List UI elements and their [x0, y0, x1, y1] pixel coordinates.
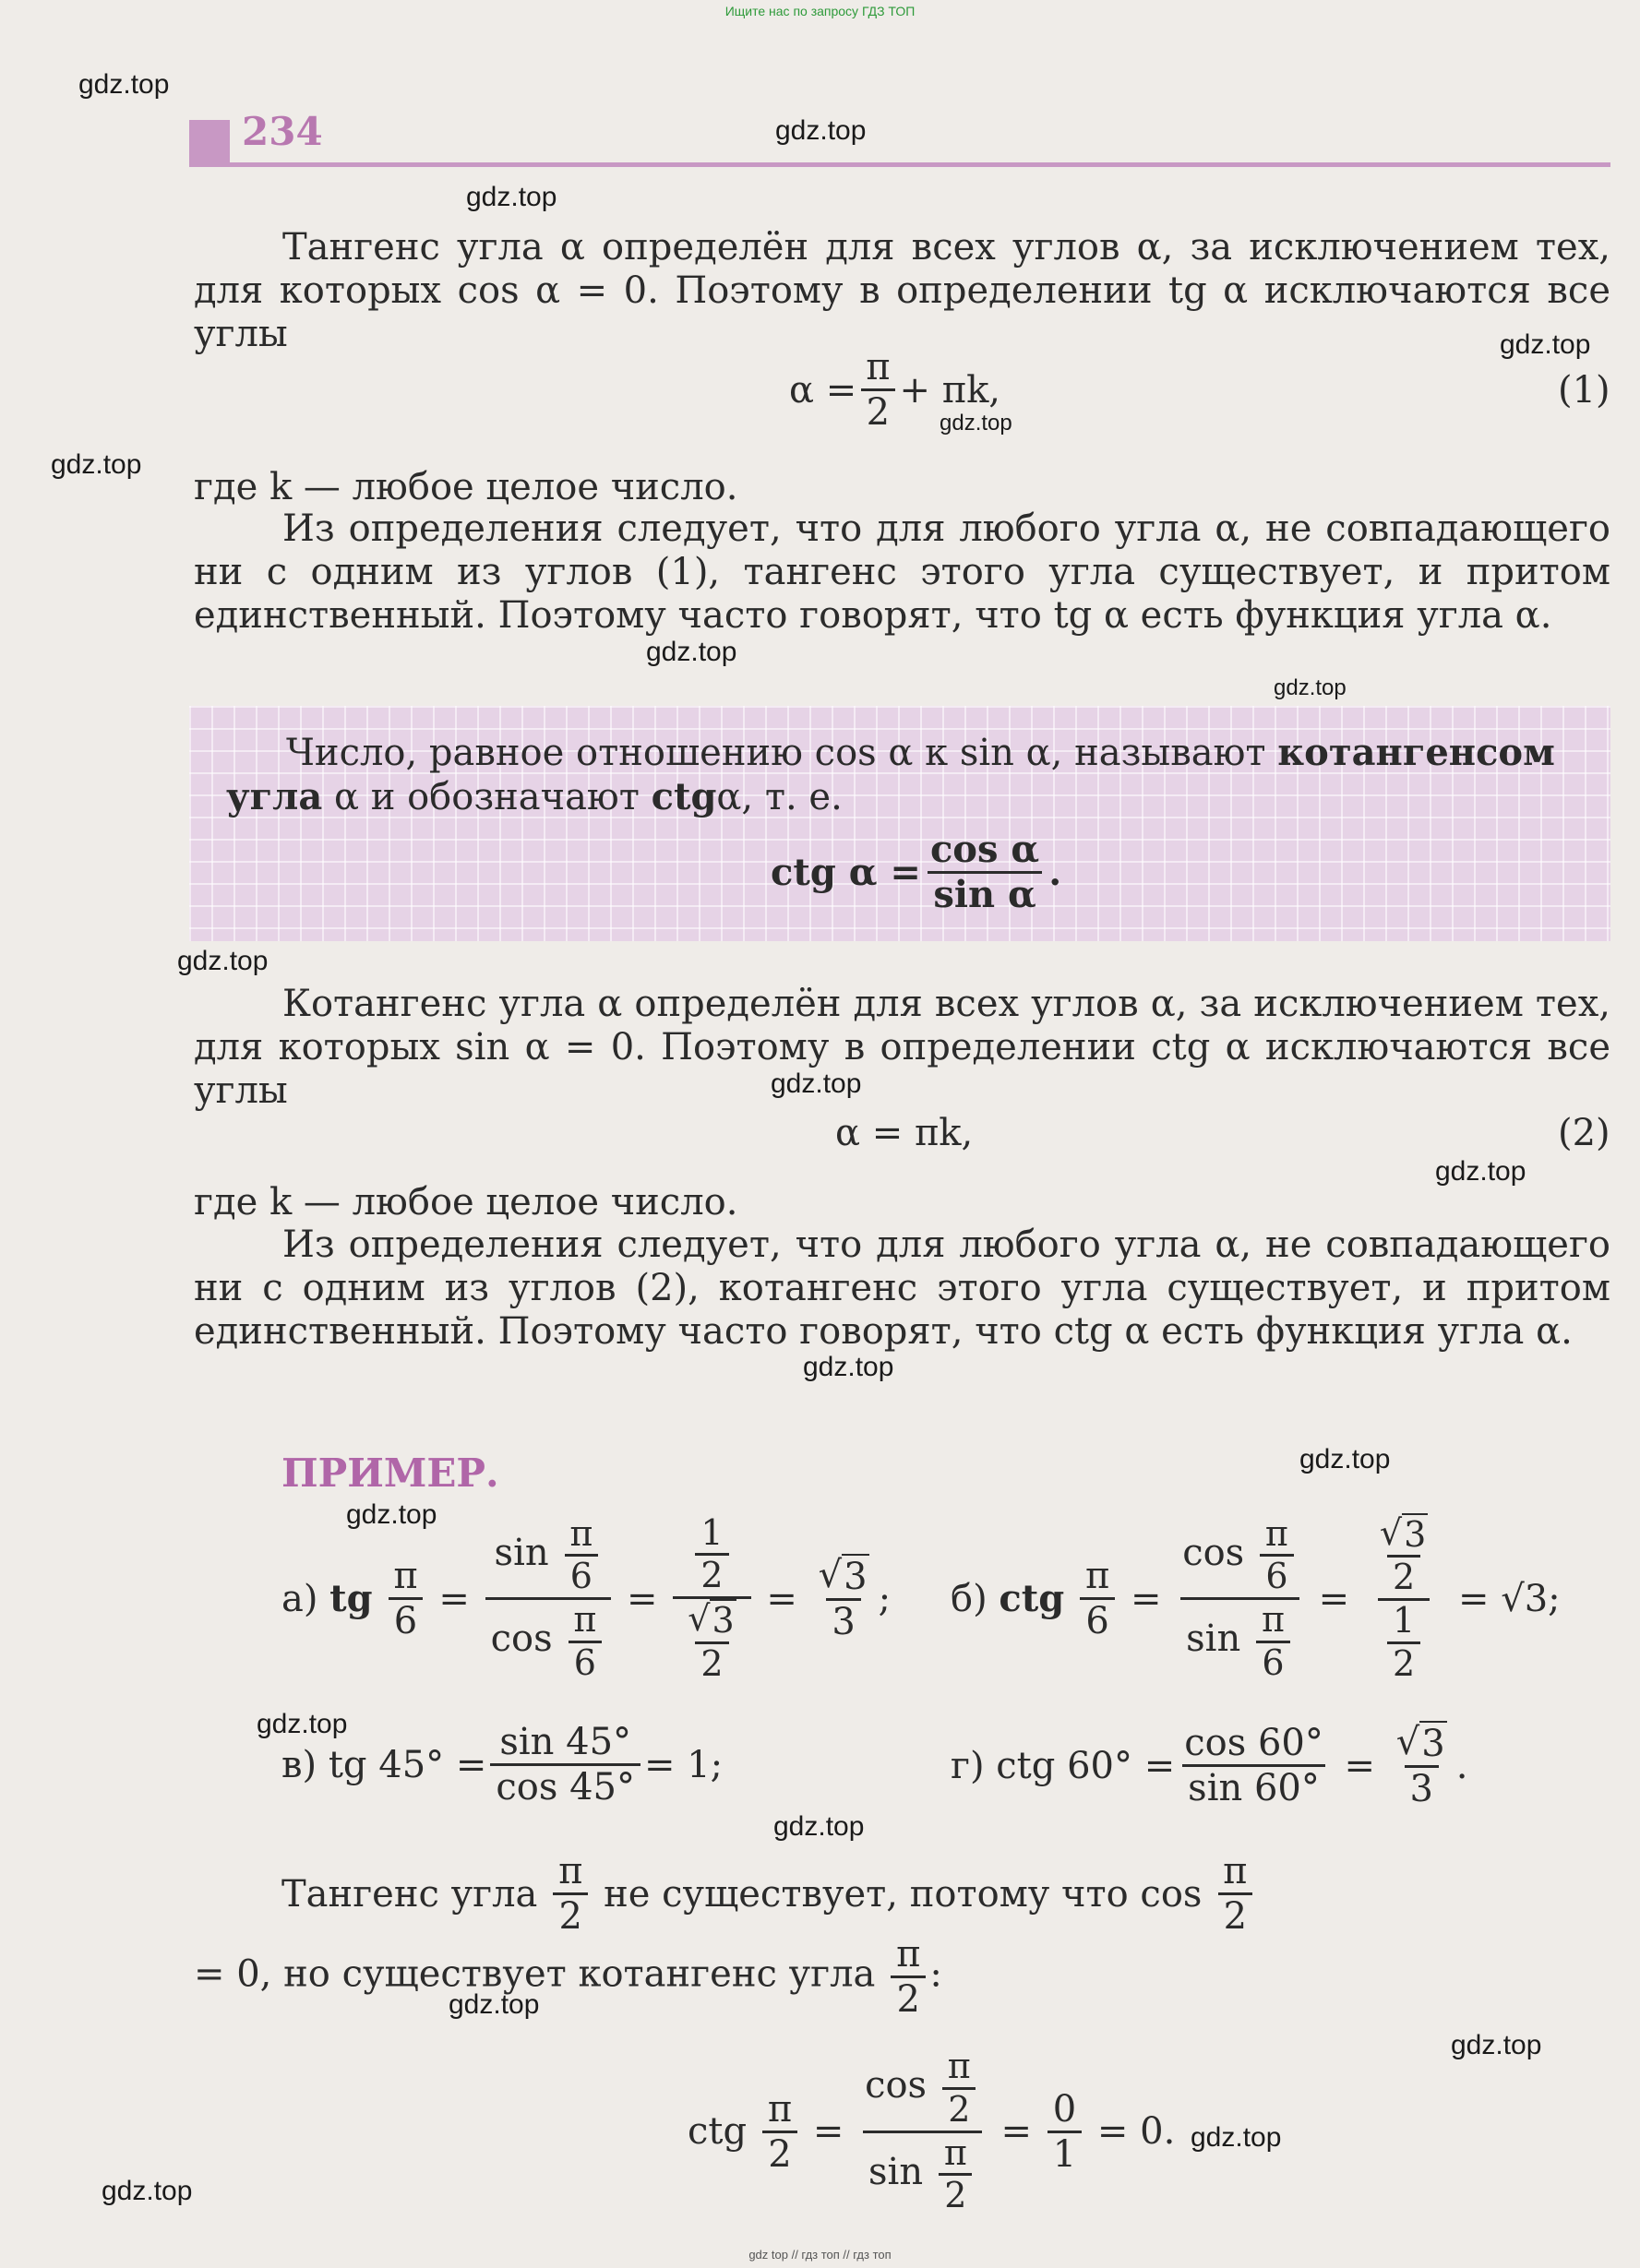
watermark: gdz.top: [177, 946, 269, 976]
arg-fraction: [1260, 1514, 1294, 1597]
denominator: 6: [1260, 1554, 1293, 1597]
sin45-over-cos45: [490, 1721, 640, 1808]
numerator: 1: [700, 1511, 724, 1553]
example-d-lhs: ctg 60° =: [996, 1744, 1176, 1787]
watermark: gdz.top: [1500, 329, 1591, 360]
zero-over-one: [1047, 2088, 1082, 2176]
sin-label: sin: [494, 1531, 549, 1574]
example-b-result: √3;: [1501, 1577, 1561, 1620]
denominator: 3: [1405, 1765, 1439, 1810]
pi-over-2: [942, 2047, 976, 2130]
watermark: gdz.top: [466, 182, 557, 212]
denominator: 6: [1080, 1597, 1114, 1642]
denominator: 2: [553, 1892, 587, 1938]
example-c-lhs: tg 45° =: [328, 1743, 487, 1786]
radicand: 3: [844, 1556, 868, 1598]
numerator: [489, 1514, 608, 1597]
denominator: 2: [695, 1553, 728, 1596]
example-b-fn: ctg: [999, 1577, 1065, 1620]
denominator: 2: [762, 2131, 796, 2176]
paragraph-k-integer: где k — любое целое число.: [194, 466, 738, 508]
definition-term-ctg: ctg: [651, 775, 717, 818]
equation-2-number: (2): [1558, 1112, 1610, 1154]
page-number: 234: [242, 109, 323, 154]
numerator: [1391, 1721, 1453, 1765]
paragraph-tangent-definition: Тангенс угла α определён для всех углов α, за исключением тех, для которых cos α = 0. Поэтому в определении tg α исключаются все углы: [194, 226, 1610, 355]
top-note: Ищите нас по запросу ГДЗ ТОП: [724, 4, 916, 18]
numerator: [1177, 1514, 1303, 1597]
numerator: π: [1261, 1599, 1285, 1640]
example-b-label: б): [951, 1577, 988, 1620]
sqrt: √ 3: [1395, 1721, 1445, 1765]
watermark: gdz.top: [940, 411, 1012, 436]
paragraph-cotangent-definition: Котангенс угла α определён для всех углов α, за исключением тех, для которых sin α = 0. Поэтому в определении ctg α исключаются все углы: [194, 983, 1610, 1112]
cos-label: cos: [865, 2064, 928, 2107]
denominator: sin 60°: [1182, 1764, 1325, 1809]
watermark: gdz.top: [346, 1499, 437, 1530]
equation-2: [835, 1112, 973, 1154]
ctg-definition-formula: [771, 829, 1061, 916]
watermark: gdz.top: [1451, 2030, 1542, 2060]
sqrt3-over-2-over-half: [1365, 1513, 1442, 1685]
numerator: [686, 1513, 737, 1596]
denominator: 2: [861, 388, 895, 434]
ctg-lhs: ctg α =: [771, 851, 921, 894]
numerator: π: [947, 2046, 971, 2087]
denominator: sin α: [928, 871, 1042, 916]
big-fraction: [485, 1514, 612, 1684]
nested-fraction: [673, 1513, 750, 1685]
cotangent-definition-text-2: [226, 775, 1518, 819]
denominator: cos 45°: [490, 1763, 640, 1808]
watermark: gdz.top: [102, 2176, 193, 2206]
sqrt3-over-2: [682, 1599, 741, 1684]
radicand: 3: [1421, 1723, 1445, 1765]
watermark: gdz.top: [449, 1989, 540, 2020]
numerator: π: [573, 1599, 597, 1640]
equation-1-number: (1): [1558, 369, 1610, 412]
paragraph-cotangent-function: Из определения следует, что для любого угла α, не совпадающего ни с одним из углов (2), котангенс этого угла существует, и притом единственный. Поэтому часто говорят, что ctg α есть функция угла α.: [194, 1224, 1610, 1353]
denominator: 1: [1047, 2131, 1082, 2176]
numerator: 1: [1392, 1600, 1416, 1641]
one-half: [695, 1513, 728, 1596]
arg-fraction: [388, 1555, 423, 1642]
example-title: ПРИМЕР.: [281, 1450, 499, 1496]
p8-text-c: = 0, но существует котангенс угла: [194, 1952, 876, 1996]
numerator: π: [393, 1555, 418, 1597]
denominator: [485, 1597, 612, 1683]
example-a-label: а): [281, 1577, 318, 1620]
denominator: 6: [389, 1597, 423, 1642]
equation-2-body: α = πk,: [835, 1112, 974, 1154]
numerator: π: [1223, 1850, 1248, 1892]
denominator: 6: [1256, 1641, 1289, 1684]
final-lhs: ctg: [688, 2110, 748, 2153]
cos60-over-sin60: [1179, 1722, 1329, 1809]
big-fraction: [1177, 1514, 1303, 1684]
definition-term-cotangent: котангенсом: [1277, 731, 1555, 774]
watermark: gdz.top: [771, 1068, 862, 1099]
example-a-fn: tg: [329, 1577, 373, 1620]
cotangent-definition-text: [286, 731, 1587, 775]
numerator: cos 60°: [1184, 1722, 1323, 1764]
p8-text-b: не существует, потому что cos: [604, 1872, 1203, 1916]
sqrt3-over-2: [1374, 1513, 1433, 1598]
equation-1: [789, 346, 1000, 434]
denominator: [1180, 1597, 1299, 1683]
sqrt: √ 3: [818, 1554, 868, 1598]
denominator: [1378, 1598, 1430, 1684]
radicand: 3: [712, 1600, 735, 1641]
one-half: [1387, 1601, 1420, 1684]
watermark: gdz.top: [803, 1352, 894, 1382]
definition-text-3: α, т. е.: [716, 776, 843, 818]
paragraph-p8-continued: = 0, но существует котангенс угла $\frac{\pi}{2}$ :: [194, 1933, 942, 2021]
watermark: gdz.top: [1435, 1156, 1526, 1187]
denominator: 2: [939, 2173, 972, 2216]
sqrt3-over-3: [1391, 1721, 1453, 1810]
cos-over-sin-pi-over-2: [859, 2047, 986, 2216]
cos-label: cos: [1182, 1531, 1245, 1574]
p8-text-a: Тангенс угла: [281, 1872, 538, 1916]
watermark: gdz.top: [773, 1811, 865, 1842]
watermark: gdz.top: [646, 637, 737, 667]
numerator: π: [569, 1512, 593, 1554]
watermark: gdz.top: [1299, 1444, 1391, 1474]
numerator: π: [558, 1850, 583, 1892]
denominator: [863, 2131, 982, 2216]
denominator: 6: [565, 1554, 598, 1597]
fraction-cos-over-sin: [925, 829, 1045, 916]
sin-label: sin: [1186, 1617, 1241, 1661]
numerator: π: [943, 2131, 967, 2173]
sin-label: sin: [868, 2150, 924, 2193]
paragraph-tangent-pi-over-2: [281, 1850, 1268, 1938]
definition-term-angle: угла: [226, 775, 323, 818]
radicand: 3: [1404, 1513, 1427, 1555]
numerator: π: [1264, 1512, 1288, 1554]
watermark: gdz.top: [775, 115, 867, 146]
numerator: π: [896, 1933, 921, 1976]
result-fraction: [813, 1554, 875, 1643]
watermark: gdz.top: [51, 449, 142, 480]
denominator: 2: [695, 1641, 728, 1685]
header-rule: [189, 162, 1610, 167]
numerator: π: [866, 346, 891, 388]
denominator: 6: [569, 1641, 602, 1684]
denominator: 2: [942, 2087, 976, 2131]
arg-fraction: [1256, 1600, 1290, 1683]
equation-1-lhs: α =: [789, 368, 857, 412]
final-rhs: = 0.: [1096, 2110, 1176, 2153]
arg-fraction: [568, 1600, 602, 1683]
arg-fraction: [564, 1514, 598, 1597]
arg-fraction: [1080, 1555, 1115, 1642]
numerator: π: [1084, 1555, 1110, 1597]
fraction-pi-over-2: [860, 346, 895, 434]
watermark: gdz.top: [1191, 2122, 1282, 2153]
numerator: sin 45°: [499, 1721, 632, 1763]
definition-text-2: α и обозначают: [333, 776, 640, 818]
denominator: 2: [1218, 1892, 1252, 1938]
numerator: [1365, 1513, 1442, 1598]
example-c: [281, 1721, 723, 1808]
example-c-label: в): [281, 1743, 317, 1786]
final-formula: ctg $\frac{\pi}{2}$ = cos $\frac{\pi}{2}$ sin $\frac{\pi}{2}$ = $\frac{0}{1}$ = 0.: [688, 2046, 1176, 2216]
denominator: 3: [826, 1598, 860, 1643]
numerator: 0: [1052, 2087, 1077, 2131]
numerator: cos α: [929, 828, 1040, 871]
example-d-label: г): [951, 1744, 985, 1787]
example-b: б) ctg $\frac{\pi}{6}$ = cos $\frac{\pi}{6}$ sin $\frac{\pi}{6}$ = √ 3 2 $\frac{1}{2}$ = √3;: [951, 1511, 1561, 1684]
denominator: 2: [891, 1976, 925, 2021]
pi-over-2: [553, 1850, 588, 1938]
sqrt: √ 3: [1379, 1511, 1427, 1555]
numerator: [1374, 1513, 1433, 1556]
paragraph-k-integer-2: где k — любое целое число.: [194, 1181, 738, 1224]
pi-over-2: [762, 2088, 797, 2176]
example-c-rhs: = 1;: [644, 1743, 724, 1786]
paragraph-tangent-function: Из определения следует, что для любого угла α, не совпадающего ни с одним из углов (1), тангенс этого угла существует, и притом единственный. Поэтому часто говорят, что tg α есть функция угла α.: [194, 507, 1610, 637]
numerator: [813, 1554, 875, 1598]
pi-over-2: [1217, 1850, 1252, 1938]
bottom-note: gdz top // гдз топ // гдз топ: [748, 2248, 892, 2262]
definition-text-1: Число, равное отношению cos α к sin α, называют: [286, 732, 1266, 774]
header-marker: [189, 120, 230, 162]
ctg-tail: .: [1048, 851, 1062, 894]
watermark: gdz.top: [1274, 675, 1347, 700]
example-d: г) ctg 60° = $\frac{\cos 60^\circ}{\sin 60^\circ}$ = √ 3 3 .: [951, 1721, 1468, 1810]
watermark: gdz.top: [257, 1709, 348, 1739]
watermark: gdz.top: [78, 69, 170, 100]
numerator: π: [767, 2087, 793, 2131]
numerator: [682, 1599, 741, 1641]
denominator: [673, 1596, 750, 1684]
denominator: 2: [1387, 1555, 1420, 1598]
sqrt: √ 3: [688, 1598, 735, 1641]
denominator: 2: [1387, 1641, 1420, 1685]
cos-label: cos: [490, 1617, 553, 1661]
pi-over-2: [891, 1933, 926, 2021]
equation-1-rhs: + πk,: [899, 368, 1001, 412]
numerator: [859, 2047, 986, 2130]
example-a: а) tg $\frac{\pi}{6}$ = sin $\frac{\pi}{6}$ cos $\frac{\pi}{6}$ = $\frac{1}{2}$ √ 3 2 = √ 3 3 ;: [281, 1511, 892, 1684]
pi-over-2: [939, 2133, 973, 2216]
